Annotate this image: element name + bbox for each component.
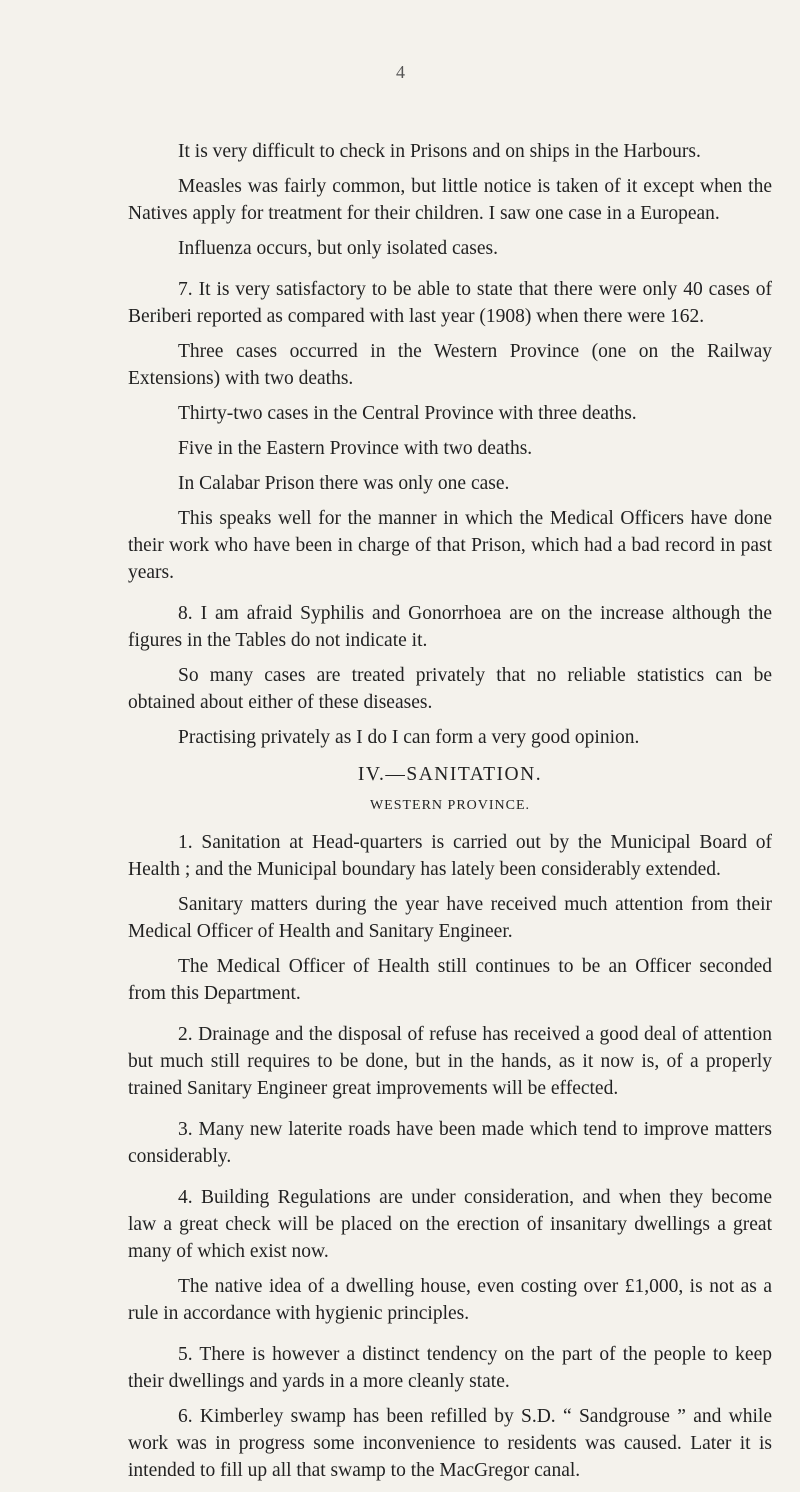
paragraph: 6. Kimberley swamp has been refilled by S.D. “ Sandgrouse ” and while work was in progress some inconvenience to residents was caused. Later it is intended to fill up all that swamp to the MacGregor canal.: [128, 1406, 772, 1481]
paragraph: 8. I am afraid Syphilis and Gonorrhoea are on the increase although the figures in the Tables do not indicate it.: [128, 603, 772, 651]
paragraph: Five in the Eastern Province with two deaths.: [178, 438, 533, 459]
section-subheading: WESTERN PROVINCE.: [369, 798, 531, 813]
paragraph: 3. Many new laterite roads have been made which tend to improve matters considerably.: [128, 1119, 772, 1167]
paragraph: The native idea of a dwelling house, even costing over £1,000, is not as a rule in accordance with hygienic principles.: [128, 1276, 772, 1324]
paragraph: Measles was fairly common, but little notice is taken of it except when the Natives apply for treatment for their children. I saw one case in a European.: [128, 176, 772, 224]
section-heading: IV.—SANITATION.: [357, 764, 543, 785]
paragraph: 2. Drainage and the disposal of refuse has received a good deal of attention but much still requires to be done, but in the hands, as it now is, of a properly trained Sanitary Engineer great improvements will be effected.: [128, 1024, 772, 1099]
paragraph: This speaks well for the manner in which the Medical Officers have done their work who have been in charge of that Prison, which had a bad record in past years.: [128, 508, 772, 583]
paragraph: Practising privately as I do I can form a very good opinion.: [178, 727, 640, 748]
paragraph: Thirty-two cases in the Central Province with three deaths.: [178, 403, 637, 424]
paragraph: Three cases occurred in the Western Province (one on the Railway Extensions) with two deaths.: [128, 341, 772, 389]
paragraph: In Calabar Prison there was only one case.: [178, 473, 510, 494]
paragraph: The Medical Officer of Health still continues to be an Officer seconded from this Department.: [128, 956, 772, 1004]
paragraph: Sanitary matters during the year have received much attention from their Medical Officer of Health and Sanitary Engineer.: [128, 894, 772, 942]
paragraph: Influenza occurs, but only isolated cases.: [178, 238, 499, 259]
page-number: 4: [396, 62, 405, 82]
paragraph: So many cases are treated privately that no reliable statistics can be obtained about either of these diseases.: [128, 665, 772, 713]
paragraph: 7. It is very satisfactory to be able to state that there were only 40 cases of Beriberi reported as compared with last year (1908) when there were 162.: [128, 279, 772, 327]
paragraph: 1. Sanitation at Head-quarters is carried out by the Municipal Board of Health ; and the Municipal boundary has lately been considerably extended.: [128, 832, 772, 880]
paragraph: 5. There is however a distinct tendency on the part of the people to keep their dwellings and yards in a more cleanly state.: [128, 1344, 772, 1392]
body-text: [128, 138, 772, 1492]
paragraph: It is very difficult to check in Prisons and on ships in the Harbours.: [178, 141, 701, 162]
paragraph: 4. Building Regulations are under consideration, and when they become law a great check will be placed on the erection of insanitary dwellings a great many of which exist now.: [128, 1187, 772, 1262]
